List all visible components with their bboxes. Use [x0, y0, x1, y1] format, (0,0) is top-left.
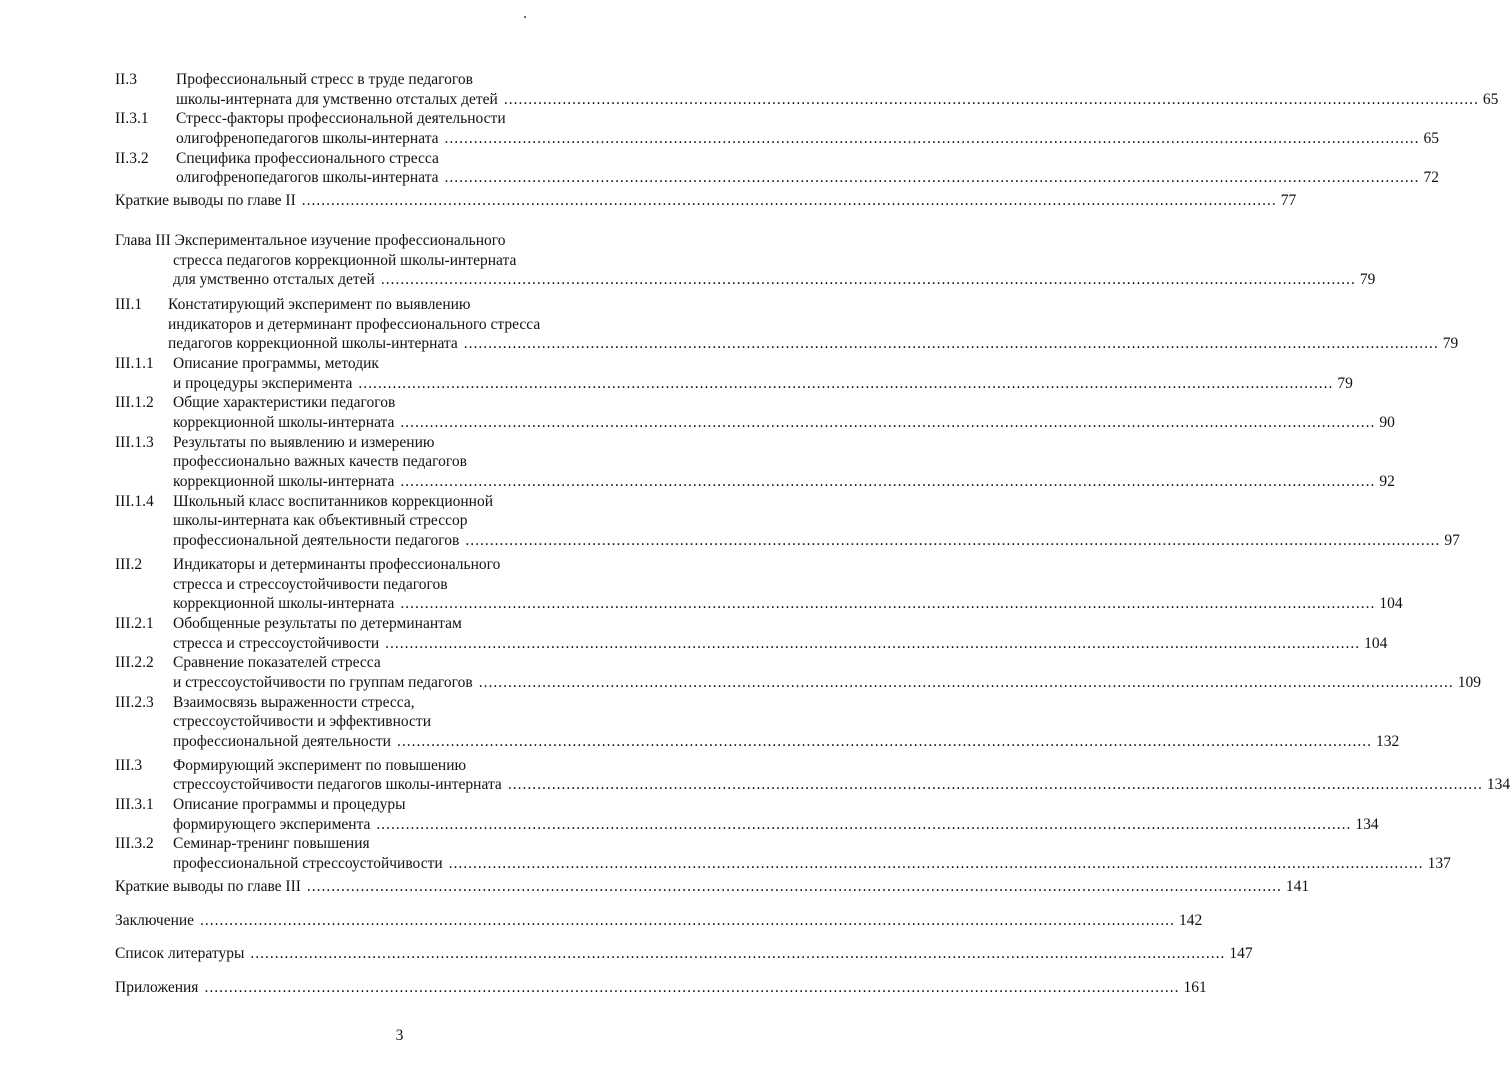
toc-entry-number: III.2 — [115, 555, 143, 573]
toc-entry — [115, 834, 1451, 873]
toc-entry-number: III.3 — [115, 756, 143, 774]
toc-entry-page: 65 — [1482, 90, 1499, 108]
toc-entry — [115, 795, 1379, 834]
toc-entry-title: формирующего эксперимента — [173, 815, 371, 833]
toc-entry — [115, 978, 1207, 998]
toc-entry-title: Результаты по выявлению и измерению — [173, 433, 435, 451]
toc-entry — [115, 433, 1395, 492]
toc-entry-title: коррекционной школы-интерната — [173, 414, 395, 431]
toc-entry — [115, 191, 1297, 211]
toc-entry-title: и стрессоустойчивости по группам педагогов — [173, 673, 473, 691]
toc-entry-title: Описание программы и процедуры — [173, 796, 406, 814]
toc-entry-title: стресса и стрессоустойчивости — [173, 634, 380, 652]
toc-entry — [115, 295, 1459, 354]
toc-entry-title: Список литературы — [115, 945, 245, 963]
dot-leader: ........................................................................................................................................................................................................ — [396, 733, 1372, 750]
toc-entry — [115, 393, 1395, 432]
toc-entry-title: олигофренопедагогов школы-интерната — [176, 130, 439, 148]
toc-entry-title: коррекционной школы-интерната — [173, 595, 395, 613]
dot-leader: ........................................................................................................................................................................................................ — [448, 855, 1424, 873]
toc-entry-number: III.2.2 — [115, 654, 154, 672]
toc-entry-title: Стресс-факторы профессиональной деятельности — [176, 110, 506, 128]
toc-entry — [115, 109, 1440, 148]
toc-entry-page: 109 — [1457, 673, 1481, 691]
toc-entry-title: Школьный класс воспитанников коррекционной — [173, 492, 493, 510]
toc-entry-page: 79 — [1442, 335, 1459, 353]
toc-entry-title: Констатирующий эксперимент по выявлению — [168, 295, 471, 313]
toc-entry-title: Семинар-тренинг повышения — [173, 835, 370, 853]
dot-leader: ........................................................................................................................................................................................................ — [465, 532, 1441, 550]
toc-entry-title: и процедуры эксперимента — [173, 374, 353, 392]
dot-leader: ........................................................................................................................................................................................................ — [400, 414, 1376, 431]
toc-entry-page: 77 — [1280, 192, 1297, 210]
toc-entry-page: 142 — [1179, 911, 1203, 929]
toc-entry-page: 141 — [1285, 877, 1310, 895]
toc-entry-title: педагогов коррекционной школы-интерната — [168, 335, 458, 353]
toc-entry-number: III.3.1 — [115, 796, 154, 814]
toc-entry-page: 79 — [1359, 271, 1376, 289]
toc-entry-number: II.3.1 — [115, 110, 149, 128]
toc-entry-page: 65 — [1423, 130, 1440, 148]
dot-leader: ........................................................................................................................................................................................................ — [503, 90, 1479, 108]
toc-entry-page: 79 — [1337, 374, 1353, 392]
dot-leader: ........................................................................................................................................................................................................ — [400, 473, 1376, 491]
dot-leader: ........................................................................................................................................................................................................ — [463, 335, 1439, 353]
toc-entry-title: школы-интерната для умственно отсталых детей — [176, 90, 498, 108]
dot-leader: ........................................................................................................................................................................................................ — [306, 877, 1282, 895]
toc-entry-page: 137 — [1427, 855, 1451, 873]
toc-entry-title: Описание программы, методик — [173, 354, 379, 372]
toc-entry-title: Формирующий эксперимент по повышению — [173, 756, 467, 774]
dot-leader: ........................................................................................................................................................................................................ — [250, 945, 1226, 963]
toc-entry-title: стресса педагогов коррекционной школы-интерната — [173, 251, 517, 269]
toc-entry — [115, 911, 1203, 931]
dot-leader: ........................................................................................................................................................................................................ — [358, 374, 1334, 392]
dot-leader: ........................................................................................................................................................................................................ — [376, 815, 1352, 833]
toc-entry-title: профессиональной деятельности — [173, 733, 391, 750]
dot-leader: ........................................................................................................................................................................................................ — [385, 634, 1361, 652]
dot-leader: ........................................................................................................................................................................................................ — [507, 776, 1483, 794]
toc-entry — [115, 70, 1499, 109]
toc-entry-number: II.3.2 — [115, 149, 149, 167]
page-number: 3 — [395, 1027, 404, 1044]
toc-entry-number: III.1.4 — [115, 492, 154, 510]
toc-entry-page: 90 — [1379, 414, 1395, 431]
dot-leader: ........................................................................................................................................................................................................ — [380, 271, 1356, 289]
toc-entry — [115, 877, 1310, 897]
dot-leader: ........................................................................................................................................................................................................ — [478, 673, 1454, 691]
toc-entry-number: III.3.2 — [115, 835, 154, 853]
dot-leader: ........................................................................................................................................................................................................ — [400, 595, 1376, 613]
scan-speck — [524, 16, 526, 18]
toc-entry-title: профессиональной деятельности педагогов — [173, 532, 460, 550]
toc-entry — [115, 231, 1376, 290]
toc-entry-title: Глава III Экспериментальное изучение профессионального — [115, 231, 506, 249]
toc-entry-title: индикаторов и детерминант профессионального стресса — [168, 315, 541, 333]
toc-entry-number: III.1.3 — [115, 433, 154, 451]
toc-entry-number: III.1.2 — [115, 394, 154, 412]
toc-entry-title: стрессоустойчивости и эффективности — [173, 713, 431, 731]
toc-entry-title: коррекционной школы-интерната — [173, 473, 395, 491]
toc-entry-number: III.2.3 — [115, 693, 154, 711]
toc-entry-title: стресса и стрессоустойчивости педагогов — [173, 575, 448, 593]
toc-entry-number: II.3 — [115, 71, 137, 88]
toc-entry-number: III.2.1 — [115, 614, 154, 632]
toc-entry-title: Приложения — [115, 978, 199, 996]
toc-entry — [115, 653, 1481, 692]
toc-entry-title: олигофренопедагогов школы-интерната — [176, 169, 439, 187]
toc-entry — [115, 555, 1403, 614]
dot-leader: ........................................................................................................................................................................................................ — [200, 911, 1176, 929]
toc-entry-page: 104 — [1364, 634, 1388, 652]
dot-leader: ........................................................................................................................................................................................................ — [444, 130, 1420, 148]
toc-entry — [115, 693, 1400, 752]
toc-entry-page: 134 — [1486, 776, 1510, 794]
toc-entry — [115, 944, 1253, 964]
toc-entry-title: для умственно отсталых детей — [173, 271, 375, 289]
toc-entry-title: Специфика профессионального стресса — [176, 149, 439, 167]
toc-entry — [115, 492, 1460, 551]
dot-leader: ........................................................................................................................................................................................................ — [204, 978, 1180, 996]
toc-entry-page: 92 — [1379, 473, 1395, 491]
toc-entry-page: 104 — [1379, 595, 1403, 613]
toc-entry-page: 134 — [1355, 815, 1379, 833]
toc-entry — [115, 756, 1510, 795]
toc-entry-title: Профессиональный стресс в труде педагогов — [176, 71, 473, 88]
toc-entry-title: Общие характеристики педагогов — [173, 394, 396, 412]
toc-entry-title: профессионально важных качеств педагогов — [173, 453, 467, 471]
toc-entry-title: Сравнение показателей стресса — [173, 654, 381, 672]
toc-entry-page: 147 — [1229, 945, 1253, 963]
toc-entry — [115, 614, 1388, 653]
toc-entry-page: 97 — [1444, 532, 1460, 550]
toc-entry-title: Индикаторы и детерминанты профессионального — [173, 555, 501, 573]
toc-entry-title: стрессоустойчивости педагогов школы-интерната — [173, 776, 502, 794]
toc-entry-title: профессиональной стрессоустойчивости — [173, 855, 443, 873]
toc-entry-title: Заключение — [115, 911, 195, 929]
toc-entry-number: III.1 — [115, 295, 143, 313]
toc-entry-page: 72 — [1423, 169, 1440, 187]
toc-entry-title: школы-интерната как объективный стрессор — [173, 512, 468, 530]
dot-leader: ........................................................................................................................................................................................................ — [301, 192, 1277, 210]
toc-entry-title: Краткие выводы по главе II — [115, 192, 296, 210]
toc-entry-title: Краткие выводы по главе III — [115, 877, 301, 895]
toc-entry-page: 161 — [1183, 978, 1207, 996]
table-of-contents — [115, 70, 1510, 998]
dot-leader: ........................................................................................................................................................................................................ — [444, 169, 1420, 187]
toc-entry — [115, 149, 1440, 188]
toc-entry-page: 132 — [1375, 733, 1400, 750]
toc-entry-title: Обобщенные результаты по детерминантам — [173, 614, 462, 632]
toc-entry — [115, 354, 1353, 393]
toc-entry-number: III.1.1 — [115, 354, 154, 372]
toc-entry-title: Взаимосвязь выраженности стресса, — [173, 693, 415, 711]
